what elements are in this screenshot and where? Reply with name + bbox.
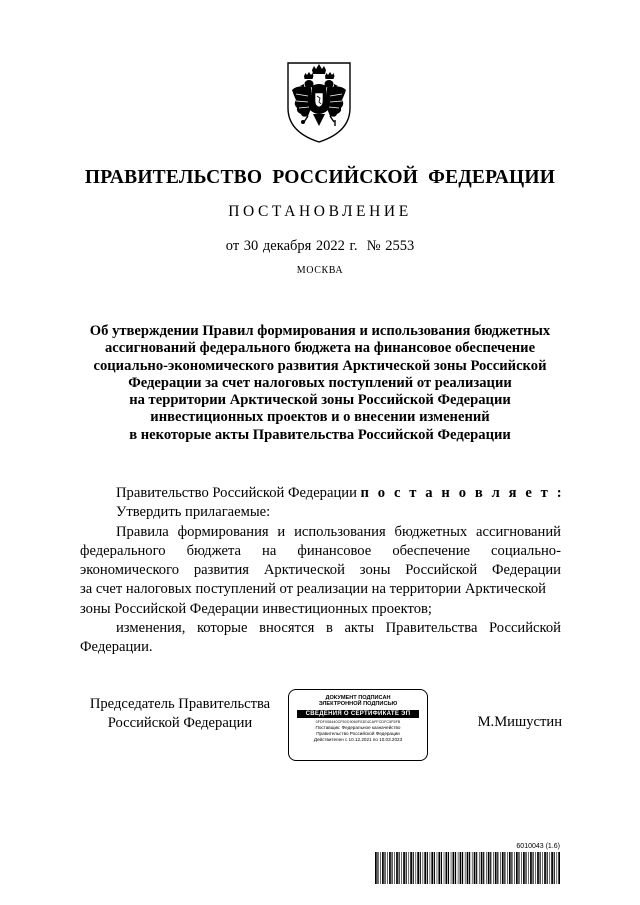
signatory-position [80,695,280,733]
word: социально- [491,542,561,559]
word: Правила [116,523,169,540]
subject-line: Федерации за счет налоговых поступлений от реализации [128,374,512,391]
stamp-title-line: ДОКУМЕНТ ПОДПИСАН [325,695,391,701]
subject-line: инвестиционных проектов и о внесении изменений [150,409,490,426]
word: бюджета [186,542,241,559]
word: обеспечение [392,542,470,559]
item2-line [80,619,561,638]
item1-line [80,542,561,561]
word: Российской [405,562,478,579]
subject-line: Об утверждении Правил формирования и использования бюджетных [89,323,551,339]
position-line: Председатель Правительства [89,696,271,712]
government-title: ПРАВИТЕЛЬСТВО РОССИЙСКОЙ ФЕДЕРАЦИИ [84,167,556,188]
intro-text: Правительство Российской Федерации [116,485,357,501]
subject-line: в некоторые акты Правительства Российской Федерации [129,426,511,443]
word: изменения, [116,620,186,637]
barcode-code: 6010043 (1.6) [516,843,560,850]
word: использования [294,523,386,540]
item2-line: Федерации. [80,639,153,656]
decree-body [80,484,565,658]
word: которые [196,620,248,637]
document-date-number: от 30 декабря 2022 г. № 2553 [225,238,415,254]
word: акты [344,620,375,637]
decree-subject [60,323,580,444]
word: Арктической [263,562,345,579]
word: Федерации [492,562,561,579]
word: вносятся [259,620,315,637]
word: развития [193,562,250,579]
electronic-signature-stamp [288,689,428,761]
word: экономического [80,562,180,579]
subject-line: социально-экономического развития Арктической зоны Российской [93,357,547,374]
subject-line: ассигнований федерального бюджета на финансовое обеспечение [104,340,536,357]
item1-line: зоны Российской Федерации инвестиционных проектов; [80,600,432,617]
signatory-name: М.Мишустин [477,714,562,730]
word: ассигнований [476,523,561,540]
subject-line: на территории Арктической зоны Российской Федерации [129,392,511,409]
item1-line: за счет налоговых поступлений от реализации на территории Арктической [80,581,546,598]
word: формирования [177,523,269,540]
decree-verb: п о с т а н о в л я е т : [360,485,565,501]
word: зоны [359,562,391,579]
word: бюджетных [394,523,468,540]
word: Правительства [385,620,478,637]
stamp-validity: Действителен с 10.12.2021 по 10.03.2023 [313,736,403,742]
position-line: Российской Федерации [107,715,253,731]
word: федерального [80,542,166,559]
stamp-issuer: Поставщик: Федеральное казначейство [315,724,401,730]
stamp-title [289,695,427,708]
stamp-title-line: ЭЛЕКТРОННОЙ ПОДПИСЬЮ [318,701,398,708]
word: в [325,620,333,637]
document-type: ПОСТАНОВЛЕНИЕ [228,203,412,220]
word: на [262,542,277,559]
word: и [277,523,286,540]
stamp-owner: Правительство Российской Федерации [316,730,400,736]
stamp-cert-header: СВЕДЕНИЯ О СЕРТИФИКАТЕ ЭП [297,710,419,718]
item1-line [80,561,561,580]
stamp-serial: 0FDF008440CF50C9060F03E4CAFFCDFC5F5FB [315,719,401,724]
coat-of-arms-icon [284,60,354,144]
document-city: МОСКВА [296,265,344,276]
word: Российской [489,620,561,637]
barcode-icon [375,852,561,884]
intro-paragraph [80,484,565,503]
item1-line [80,523,561,542]
approve-paragraph: Утвердить прилагаемые: [116,504,271,521]
word: финансовое [297,542,372,559]
